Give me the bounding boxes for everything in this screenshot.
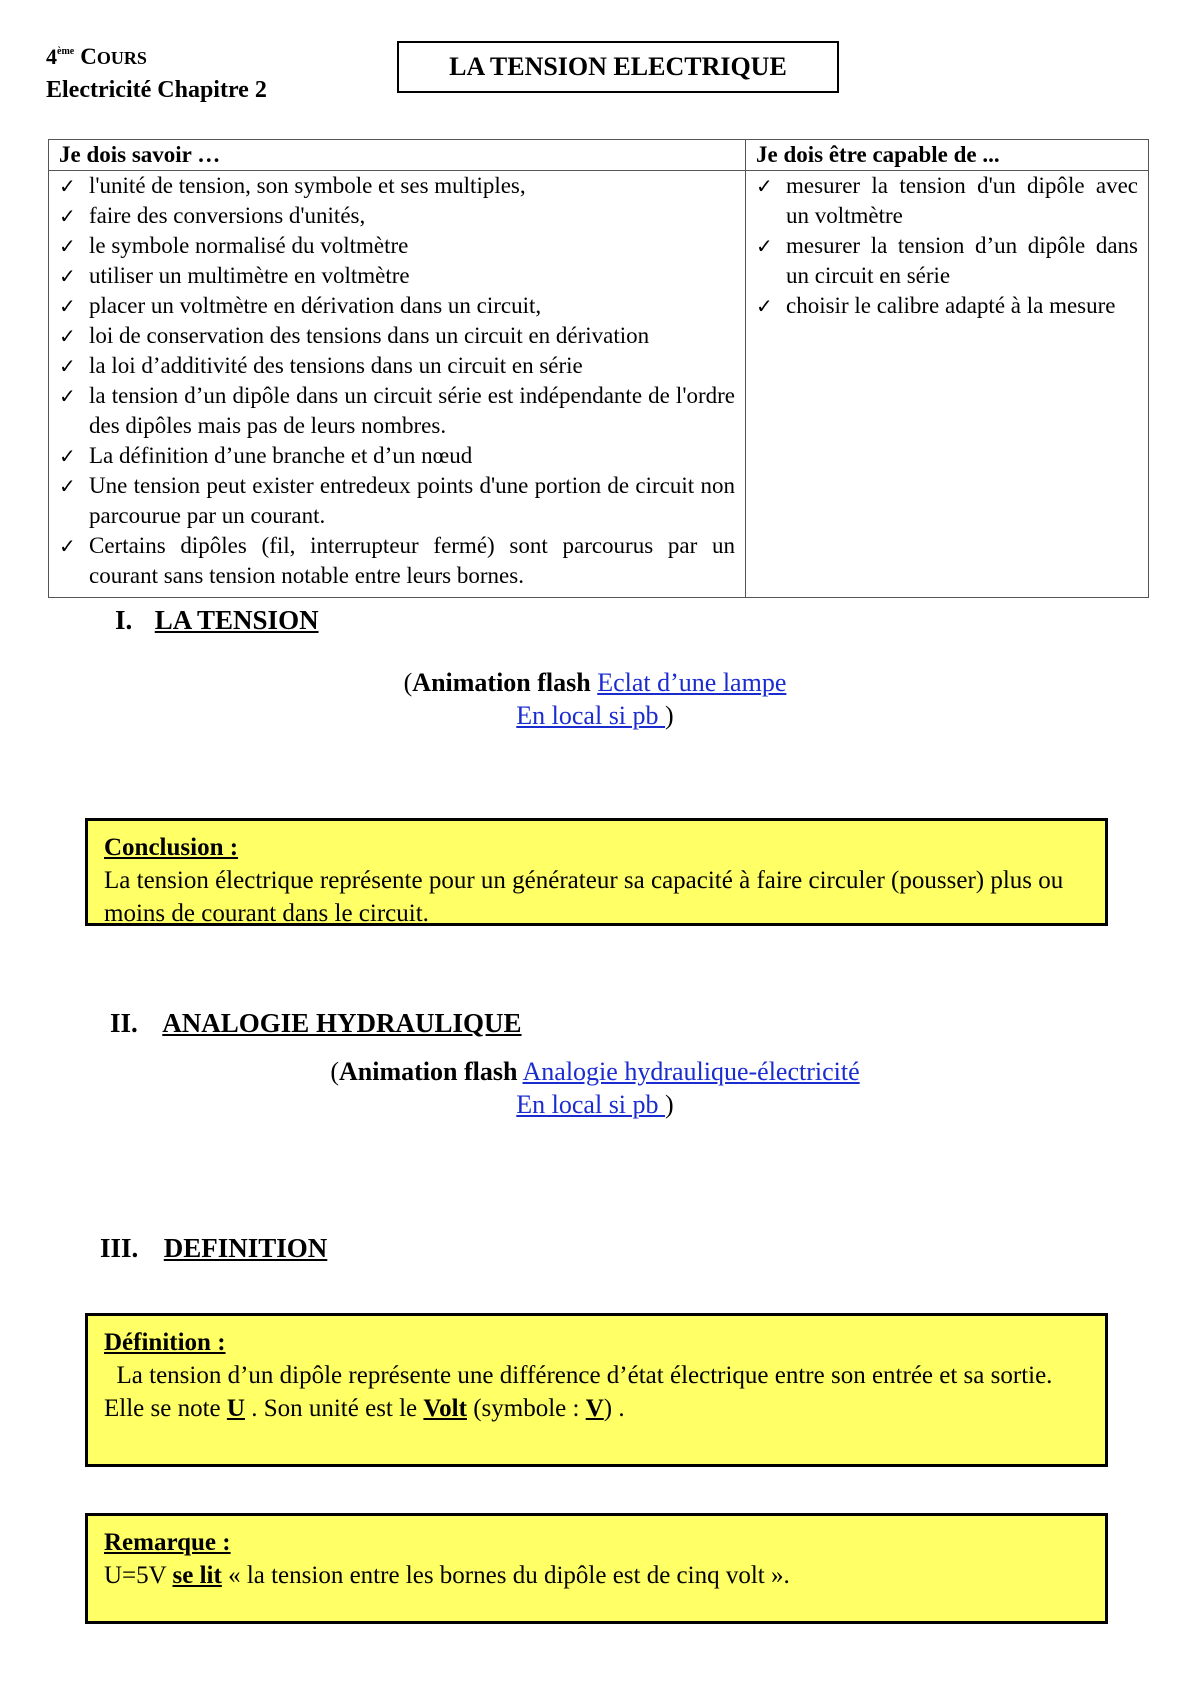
check-icon: ✓ (59, 294, 76, 318)
list-item (59, 201, 735, 231)
check-icon: ✓ (756, 294, 773, 318)
check-icon: ✓ (59, 174, 76, 198)
section-number: III. (100, 1233, 139, 1263)
check-icon: ✓ (756, 174, 773, 198)
list-item (756, 171, 1138, 231)
knowledge-cell (49, 171, 746, 598)
animation-local-line-1 (0, 699, 1190, 732)
definition-text (104, 1359, 1089, 1425)
conclusion-title: Conclusion : (104, 834, 239, 861)
grade-suffix: ème (57, 46, 75, 57)
link-en-local[interactable]: En local si pb (516, 1090, 666, 1119)
check-icon: ✓ (59, 474, 76, 498)
list-item (756, 231, 1138, 291)
list-item-text: utiliser un multimètre en voltmètre (89, 263, 410, 288)
col-header-abilities: Je dois être capable de ... (746, 140, 1149, 171)
course-level (46, 36, 267, 74)
list-item-text: mesurer la tension d’un dipôle dans un circuit en série (786, 233, 1138, 288)
section-title: LA TENSION (154, 605, 319, 635)
course-header (46, 36, 267, 106)
animation-label: Animation flash (339, 1057, 518, 1086)
check-icon: ✓ (59, 444, 76, 468)
list-item (59, 531, 735, 591)
list-item-text: choisir le calibre adapté à la mesure (786, 293, 1116, 318)
list-item (59, 471, 735, 531)
close-paren: ) (665, 701, 674, 730)
check-icon: ✓ (59, 354, 76, 378)
animation-label: Animation flash (412, 668, 591, 697)
list-item (59, 321, 735, 351)
list-item-text: le symbole normalisé du voltmètre (89, 233, 409, 258)
check-icon: ✓ (59, 384, 76, 408)
knowledge-list (59, 171, 735, 597)
animation-line-1 (0, 666, 1190, 699)
list-item (59, 291, 735, 321)
list-item-text: faire des conversions d'unités, (89, 203, 366, 228)
list-item-text: la tension d’un dipôle dans un circuit série est indépendante de l'ordre des dipôles mais pas de leurs nombres. (89, 383, 735, 438)
list-item-text: La définition d’une branche et d’un nœud (89, 443, 473, 468)
animation-local-line-2 (0, 1088, 1190, 1121)
grade-number: 4 (46, 44, 57, 69)
remark-se-lit: se lit (172, 1562, 222, 1589)
section-2-heading (110, 1008, 522, 1039)
definition-text-part: . Son unité est le (244, 1395, 424, 1422)
link-en-local[interactable]: En local si pb (516, 701, 666, 730)
animation-line-2 (0, 1055, 1190, 1088)
list-item (59, 351, 735, 381)
remark-text-part: U=5V (104, 1562, 173, 1589)
skills-table (48, 139, 1149, 598)
remark-title: Remarque : (104, 1529, 231, 1556)
list-item (59, 171, 735, 201)
definition-title: Définition : (104, 1329, 226, 1356)
open-paren: ( (330, 1057, 340, 1086)
col-header-knowledge: Je dois savoir … (49, 140, 746, 171)
section-title: DEFINITION (163, 1233, 328, 1263)
check-icon: ✓ (59, 234, 76, 258)
check-icon: ✓ (59, 534, 76, 558)
check-icon: ✓ (59, 264, 76, 288)
definition-text-part: La tension d’un dipôle représente une différence d’état électrique entre son entrée et sa sortie. Elle se note (104, 1362, 1059, 1422)
list-item-text: l'unité de tension, son symbole et ses multiples, (89, 173, 526, 198)
link-analogie-hydraulique[interactable]: Analogie hydraulique-électricité (522, 1057, 860, 1086)
abilities-list (756, 171, 1138, 327)
remark-text-part: « la tension entre les bornes du dipôle est de cinq volt ». (221, 1562, 790, 1589)
section-title: ANALOGIE HYDRAULIQUE (162, 1008, 522, 1038)
list-item (756, 291, 1138, 321)
check-icon: ✓ (59, 204, 76, 228)
chapter-subtitle: Electricité Chapitre 2 (46, 77, 267, 103)
list-item-text: placer un voltmètre en dérivation dans un circuit, (89, 293, 542, 318)
link-eclat-lampe[interactable]: Eclat d’une lampe (597, 668, 787, 697)
page-title: LA TENSION ELECTRIQUE (397, 41, 839, 93)
definition-text-part: ) . (603, 1395, 625, 1422)
remark-text (104, 1559, 1089, 1592)
list-item (59, 231, 735, 261)
close-paren: ) (665, 1090, 674, 1119)
list-item-text: loi de conservation des tensions dans un circuit en dérivation (89, 323, 650, 348)
list-item-text: mesurer la tension d'un dipôle avec un voltmètre (786, 173, 1138, 228)
list-item (59, 261, 735, 291)
course-label-rest: OURS (96, 48, 147, 68)
check-icon: ✓ (756, 234, 773, 258)
conclusion-box (85, 818, 1108, 926)
list-item-text: Certains dipôles (fil, interrupteur fermé) sont parcourus par un courant sans tension notable entre leurs bornes. (89, 533, 735, 588)
definition-text-part: (symbole : (466, 1395, 586, 1422)
course-label-initial: C (80, 44, 97, 69)
list-item-text: la loi d’additivité des tensions dans un circuit en série (89, 353, 583, 378)
check-icon: ✓ (59, 324, 76, 348)
conclusion-text: La tension électrique représente pour un générateur sa capacité à faire circuler (pousser) plus ou moins de courant dans le circuit. (104, 867, 1064, 927)
list-item (59, 441, 735, 471)
section-3-heading (100, 1233, 327, 1264)
section-1-heading (115, 605, 319, 636)
list-item (59, 381, 735, 441)
unit-volt: Volt (423, 1395, 467, 1422)
symbol-v: V (585, 1395, 604, 1422)
open-paren: ( (403, 668, 413, 697)
abilities-cell (746, 171, 1149, 598)
symbol-u: U (226, 1395, 245, 1422)
definition-box (85, 1313, 1108, 1467)
remark-box (85, 1513, 1108, 1624)
section-number: I. (115, 605, 133, 635)
list-item-text: Une tension peut exister entredeux points d'une portion de circuit non parcourue par un courant. (89, 473, 735, 528)
section-number: II. (110, 1008, 138, 1038)
